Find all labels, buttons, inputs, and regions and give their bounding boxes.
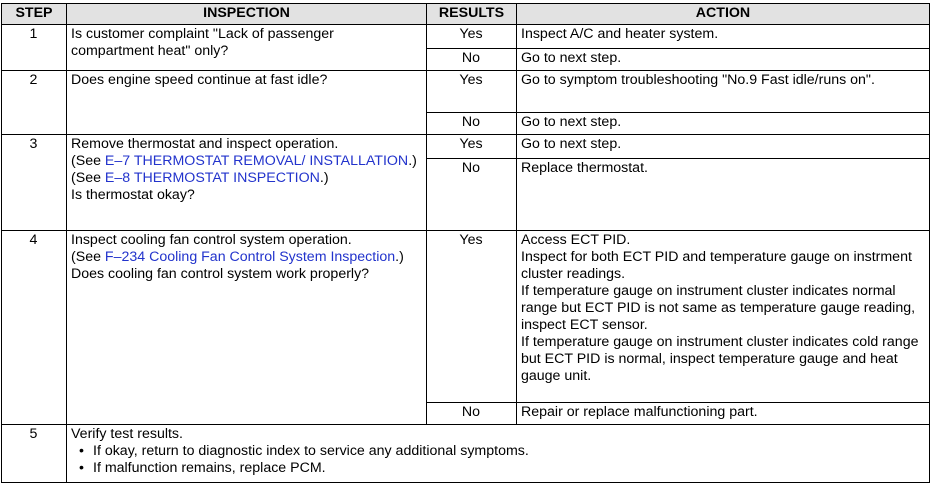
result-cell: Yes: [427, 71, 517, 113]
action-cell: Inspect A/C and heater system.: [517, 25, 930, 49]
reference-line: [71, 153, 421, 170]
reference-line: [71, 249, 421, 266]
action-text: Access ECT PID.: [521, 232, 631, 248]
action-text: If temperature gauge on instrument cluster indicates cold range but ECT PID is normal, inspect temperature gauge and heat gauge unit.: [521, 334, 919, 384]
header-step: STEP: [2, 4, 67, 25]
see-prefix: (See: [71, 153, 105, 169]
list-item: • If okay, return to diagnostic index to service any additional symptoms.: [75, 443, 924, 460]
reference-line: [71, 170, 421, 187]
see-prefix: (See: [71, 249, 105, 265]
inspection-text: Verify test results.: [71, 426, 183, 442]
action-cell: Go to next step.: [517, 113, 930, 135]
table-row: [2, 25, 930, 49]
action-cell: Replace thermostat.: [517, 159, 930, 231]
diagnostic-procedure: [1, 3, 930, 483]
action-text: Inspect for both ECT PID and temperature gauge on instrment cluster readings.: [521, 249, 912, 282]
inspection-text: Remove thermostat and inspect operation.: [71, 136, 339, 152]
header-results: RESULTS: [427, 4, 517, 25]
inspection-cell: [67, 71, 427, 135]
step-number: 1: [2, 25, 67, 71]
cooling-fan-inspection-link[interactable]: F–234 Cooling Fan Control System Inspection: [104, 249, 396, 265]
step-number: 4: [2, 231, 67, 425]
inspection-text: compartment heat" only?: [71, 43, 229, 59]
verify-cell: [67, 425, 930, 483]
result-cell: No: [427, 403, 517, 425]
header-row: [2, 4, 930, 25]
action-cell: Go to symptom troubleshooting "No.9 Fast idle/runs on".: [517, 71, 930, 113]
result-cell: No: [427, 49, 517, 71]
see-suffix: .): [395, 249, 404, 265]
list-item: • If malfunction remains, replace PCM.: [75, 460, 924, 477]
action-cell: Go to next step.: [517, 135, 930, 159]
see-suffix: .): [408, 153, 417, 169]
table-row: [2, 425, 930, 483]
result-cell: Yes: [427, 135, 517, 159]
result-cell: No: [427, 159, 517, 231]
step-number: 5: [2, 425, 67, 483]
see-prefix: (See: [71, 170, 105, 186]
result-cell: Yes: [427, 231, 517, 403]
troubleshooting-table: [1, 3, 930, 483]
inspection-text: Inspect cooling fan control system operation.: [71, 232, 352, 248]
bullet-list: [71, 443, 924, 477]
result-cell: No: [427, 113, 517, 135]
table-row: [2, 231, 930, 403]
see-suffix: .): [319, 170, 329, 186]
table-row: [2, 71, 930, 113]
header-action: ACTION: [517, 4, 930, 25]
thermostat-inspection-link[interactable]: E–8 THERMOSTAT INSPECTION: [104, 170, 320, 186]
step-number: 2: [2, 71, 67, 135]
action-cell: [517, 231, 930, 403]
inspection-question: Does cooling fan control system work properly?: [71, 266, 370, 282]
inspection-text: Does engine speed continue at fast idle?: [71, 72, 328, 88]
inspection-cell: [67, 135, 427, 231]
inspection-question: Is thermostat okay?: [71, 187, 195, 203]
thermostat-removal-link[interactable]: E–7 THERMOSTAT REMOVAL/ INSTALLATION: [104, 153, 409, 169]
action-text: If temperature gauge on instrument cluster indicates normal range but ECT PID is not same as temperature gauge reading, inspect ECT sensor.: [521, 283, 916, 333]
inspection-text: Is customer complaint "Lack of passenger: [71, 26, 334, 42]
step-number: 3: [2, 135, 67, 231]
header-inspection: INSPECTION: [67, 4, 427, 25]
inspection-cell: [67, 25, 427, 71]
action-cell: Repair or replace malfunctioning part.: [517, 403, 930, 425]
action-cell: Go to next step.: [517, 49, 930, 71]
result-cell: Yes: [427, 25, 517, 49]
inspection-cell: [67, 231, 427, 425]
table-row: [2, 135, 930, 159]
